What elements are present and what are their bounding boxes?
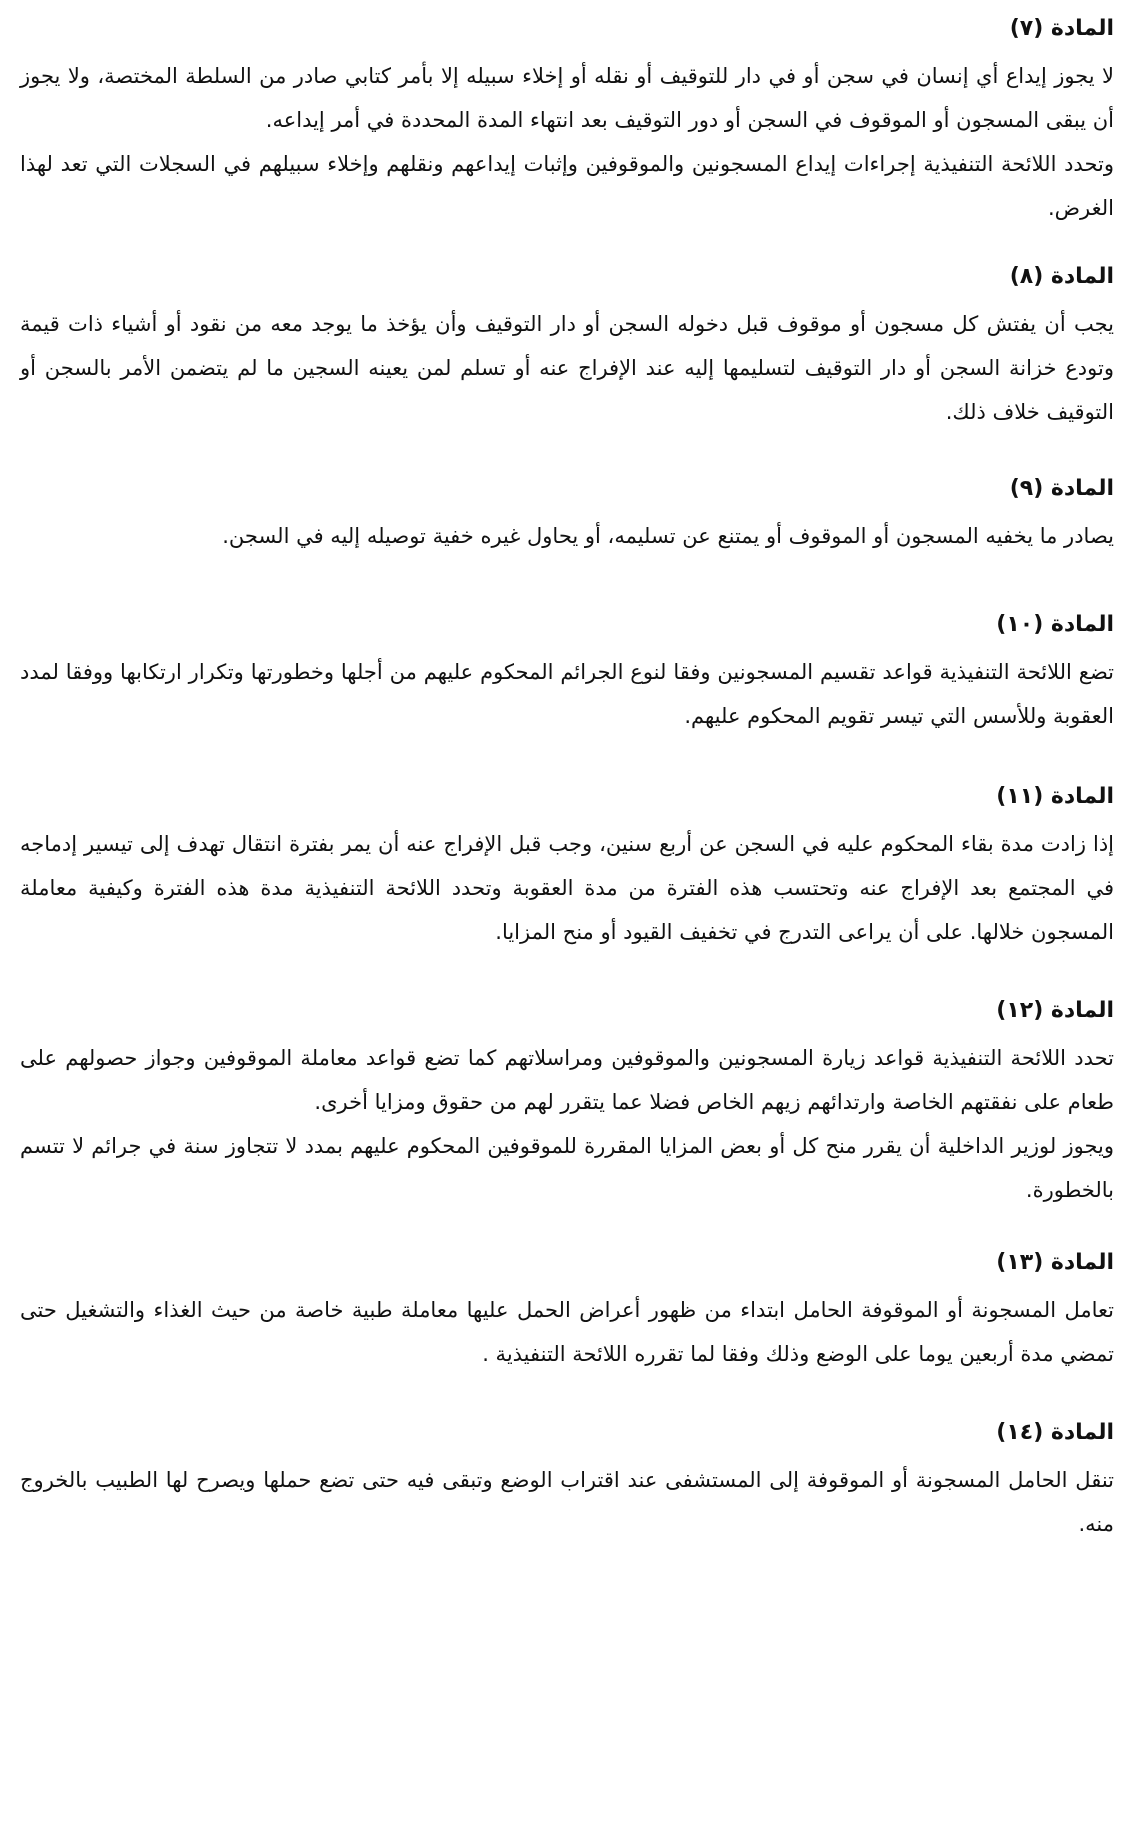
- article-paragraph: لا يجوز إيداع أي إنسان في سجن أو في دار للتوقيف أو نقله أو إخلاء سبيله إلا بأمر كتابي صادر من السلطة المختصة، ولا يجوز أن يبقى المسجون أو الموقوف في السجن أو دور التوقيف بعد انتهاء المدة المحددة في أمر إيداعه.: [20, 64, 1114, 132]
- article-paragraph: يصادر ما يخفيه المسجون أو الموقوف أو يمتنع عن تسليمه، أو يحاول غيره خفية توصيله إليه في السجن.: [222, 524, 1114, 548]
- article-body: [20, 1458, 1114, 1546]
- article-14: [20, 1418, 1114, 1546]
- article-title: المادة (٧): [1009, 16, 1114, 41]
- article-10: [20, 610, 1114, 738]
- article-body: [20, 514, 1114, 558]
- article-9: [20, 474, 1114, 558]
- article-paragraph: تضع اللائحة التنفيذية قواعد تقسيم المسجونين وفقا لنوع الجرائم المحكوم عليهم من أجلها وخطورتها وتكرار ارتكابها ووفقا لمدد العقوبة وللأسس التي تيسر تقويم المحكوم عليهم.: [20, 660, 1114, 728]
- article-body: [20, 54, 1114, 230]
- article-paragraph: تنقل الحامل المسجونة أو الموقوفة إلى المستشفى عند اقتراب الوضع وتبقى فيه حتى تضع حملها ويصرح لها الطبيب بالخروج منه.: [20, 1468, 1114, 1536]
- article-title: المادة (١٣): [996, 1250, 1114, 1275]
- article-paragraph: تعامل المسجونة أو الموقوفة الحامل ابتداء من ظهور أعراض الحمل عليها معاملة طبية خاصة من حيث الغذاء والتشغيل حتى تمضي مدة أربعين يوما على الوضع وذلك وفقا لما تقرره اللائحة التنفيذية .: [20, 1298, 1114, 1366]
- article-body: [20, 1288, 1114, 1376]
- article-paragraph: وتحدد اللائحة التنفيذية إجراءات إيداع المسجونين والموقوفين وإثبات إيداعهم ونقلهم وإخلاء سبيلهم في السجلات التي تعد لهذا الغرض.: [20, 152, 1114, 220]
- article-title: المادة (٨): [1009, 264, 1114, 289]
- article-paragraph: يجب أن يفتش كل مسجون أو موقوف قبل دخوله السجن أو دار التوقيف وأن يؤخذ ما يوجد معه من نقود أو أشياء ذات قيمة وتودع خزانة السجن أو دار التوقيف لتسليمها إليه عند الإفراج عنه أو تسلم لمن يعينه السجين ما لم يتضمن الأمر بالسجن أو التوقيف خلاف ذلك.: [20, 312, 1114, 424]
- article-title: المادة (١٤): [996, 1420, 1114, 1445]
- article-13: [20, 1248, 1114, 1376]
- article-8: [20, 262, 1114, 434]
- article-7: [20, 14, 1114, 230]
- article-title: المادة (٩): [1009, 476, 1114, 501]
- article-title: المادة (١٢): [996, 998, 1114, 1023]
- article-body: [20, 1036, 1114, 1212]
- article-title: المادة (١١): [996, 784, 1114, 809]
- article-body: [20, 822, 1114, 954]
- article-paragraph: ويجوز لوزير الداخلية أن يقرر منح كل أو بعض المزايا المقررة للموقوفين المحكوم عليهم بمدد لا تتجاوز سنة في جرائم لا تتسم بالخطورة.: [20, 1134, 1114, 1202]
- article-body: [20, 650, 1114, 738]
- article-paragraph: إذا زادت مدة بقاء المحكوم عليه في السجن عن أربع سنين، وجب قبل الإفراج عنه أن يمر بفترة انتقال تهدف إلى تيسير إدماجه في المجتمع بعد الإفراج عنه وتحتسب هذه الفترة من مدة العقوبة وتحدد اللائحة التنفيذية مدة هذه الفترة وكيفية معاملة المسجون خلالها. على أن يراعى التدرج في تخفيف القيود أو منح المزايا.: [20, 832, 1114, 944]
- article-title: المادة (١٠): [996, 612, 1114, 637]
- article-11: [20, 782, 1114, 954]
- article-12: [20, 996, 1114, 1212]
- article-paragraph: تحدد اللائحة التنفيذية قواعد زيارة المسجونين والموقوفين ومراسلاتهم كما تضع قواعد معاملة الموقوفين وجواز حصولهم على طعام على نفقتهم الخاصة وارتدائهم زيهم الخاص فضلا عما يتقرر لهم من حقوق ومزايا أخرى.: [20, 1046, 1114, 1114]
- article-body: [20, 302, 1114, 434]
